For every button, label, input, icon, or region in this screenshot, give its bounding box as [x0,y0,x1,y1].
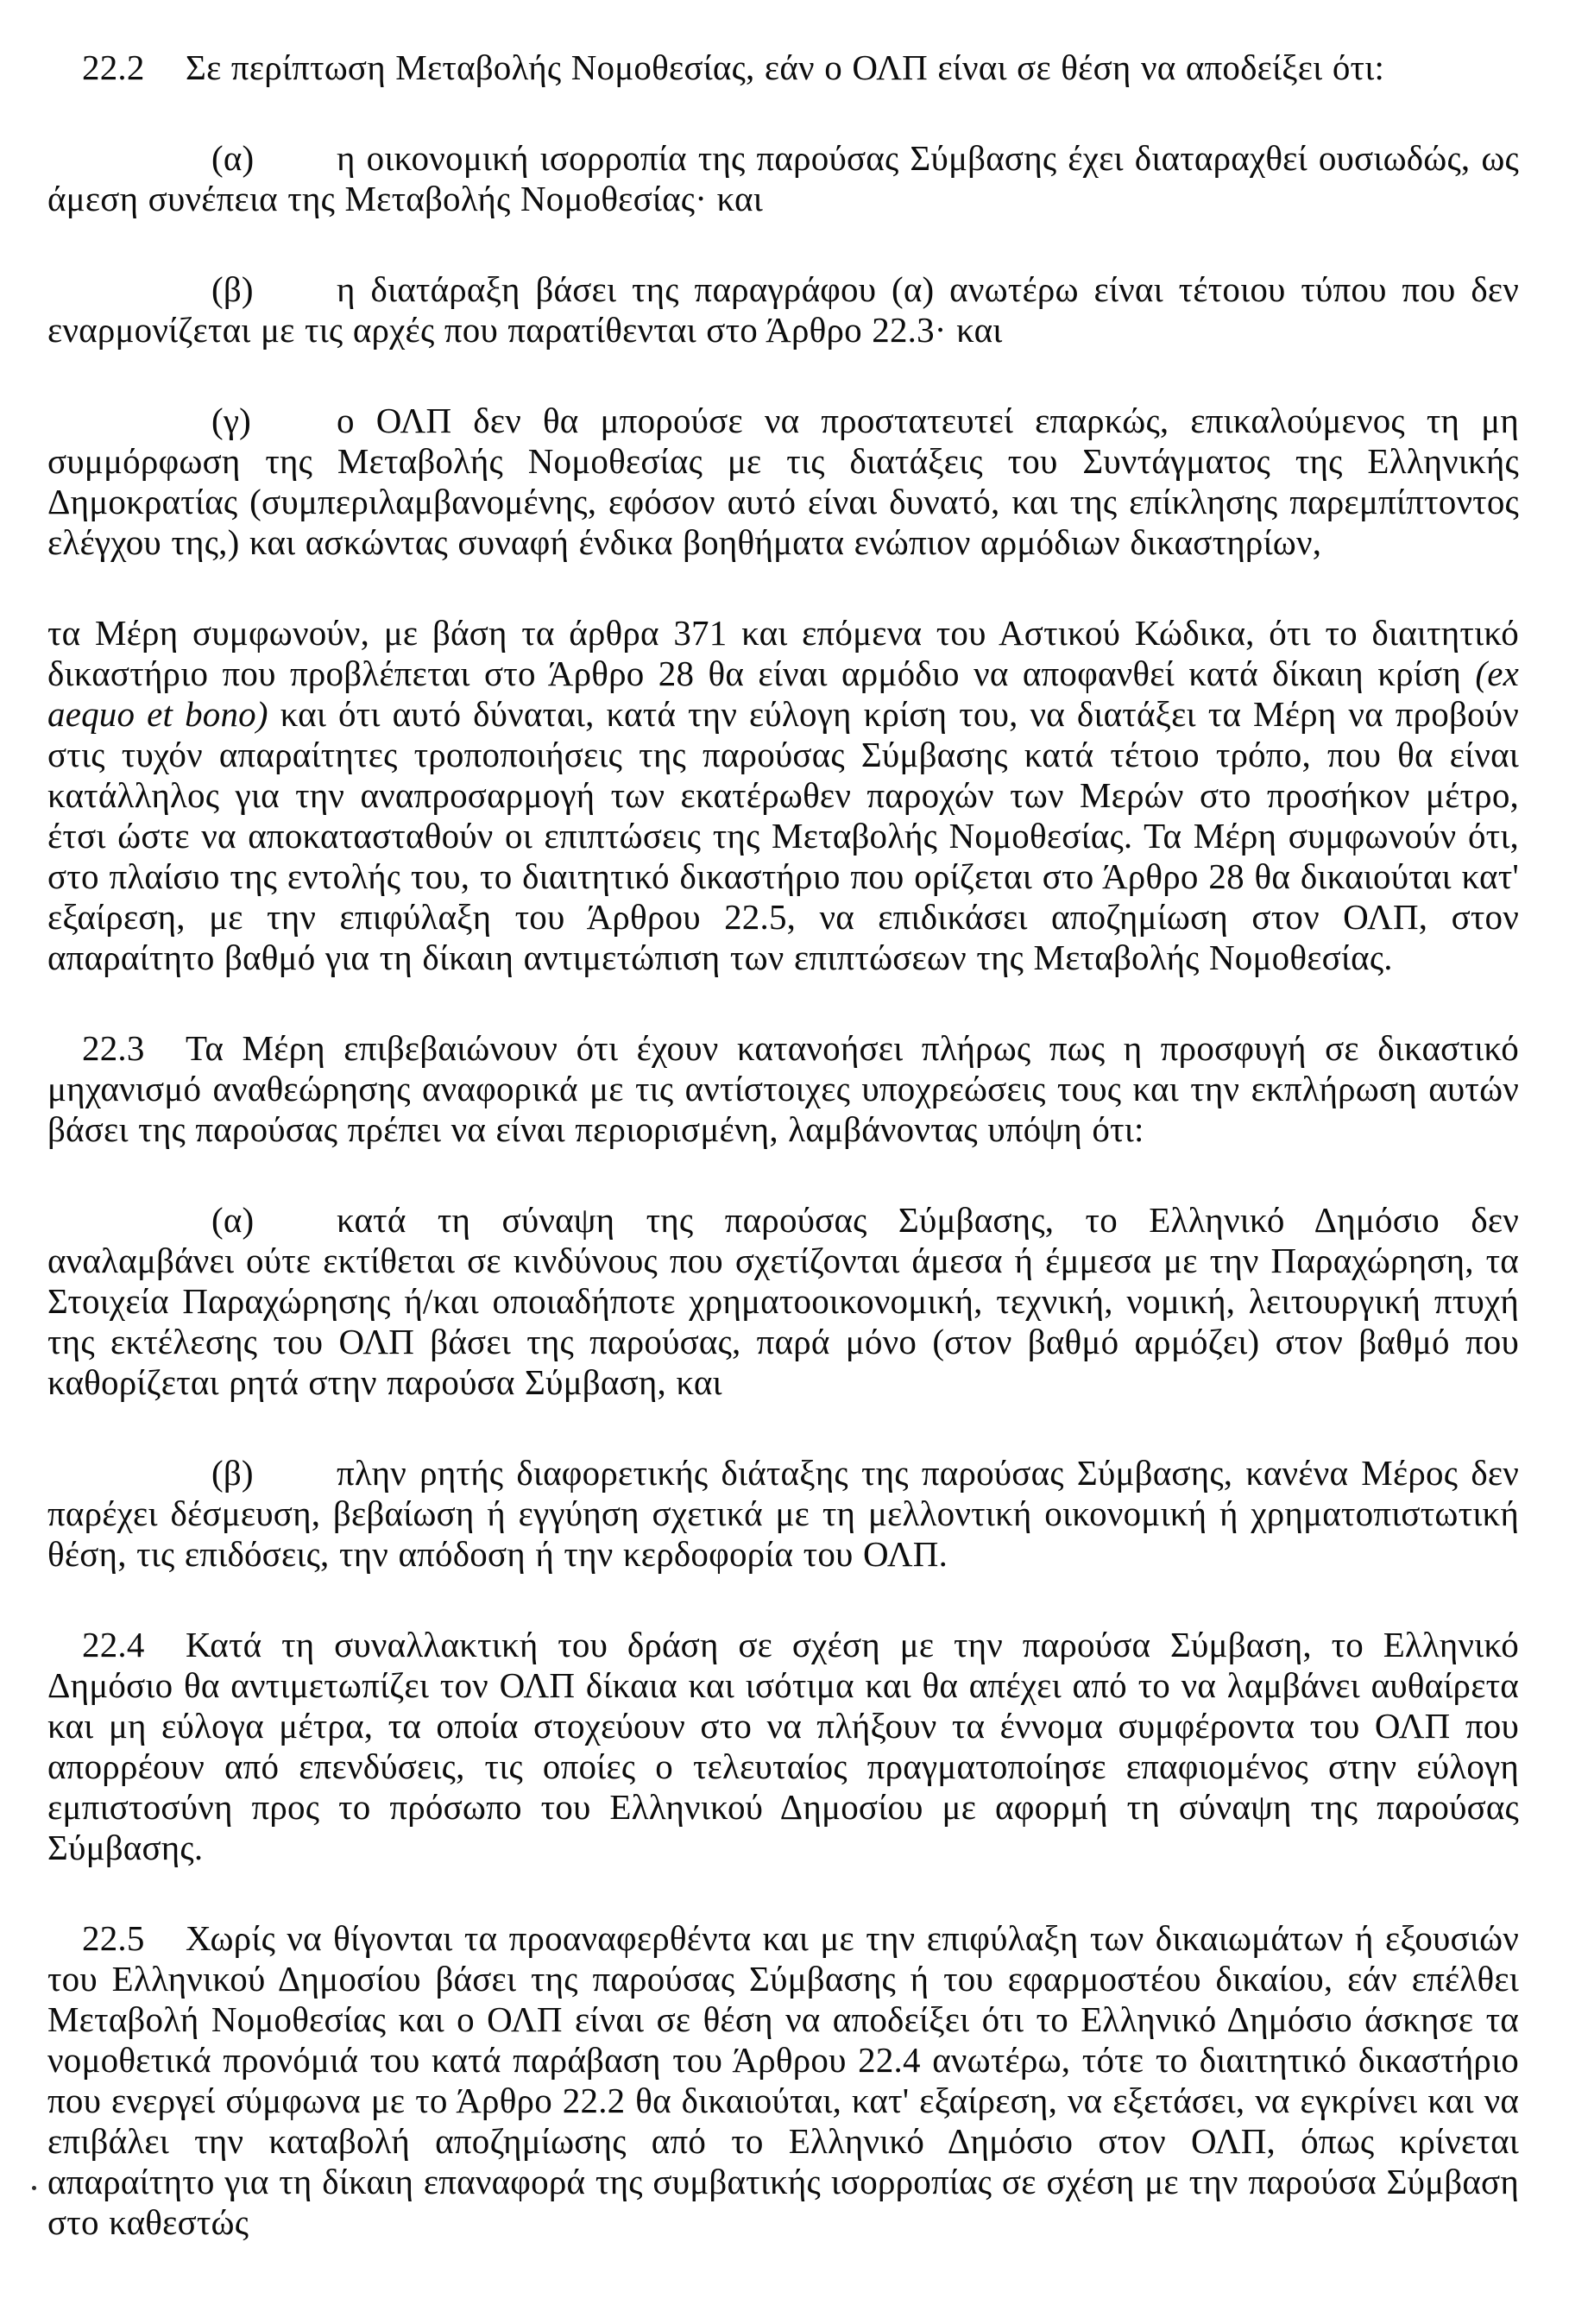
clause-text: Χωρίς να θίγονται τα προαναφερθέντα και με την επιφύλαξη των δικαιωμάτων ή εξουσιών του Ελληνικού Δημοσίου βάσει της παρούσας Σύμβασης ή του εφαρμοστέου δικαίου, εάν επέλθει Μεταβολή Νομοθεσίας και ο ΟΛΠ είναι σε θέση να αποδείξει ότι το Ελληνικό Δημόσιο άσκησε τα νομοθετικά προνόμιά του κατά παράβαση του Άρθρου 22.4 ανωτέρω, τότε το διαιτητικό δικαστήριο που ενεργεί σύμφωνα με το Άρθρο 22.2 θα δικαιούται, κατ' εξαίρεση, να εξετάσει, να εγκρίνει και να επιβάλει την καταβολή αποζημίωσης από το Ελληνικό Δημόσιο στον ΟΛΠ, όπως κρίνεται απαραίτητο για τη δίκαιη επαναφορά της συμβατικής ισορροπίας σε σχέση με την παρούσα Σύμβαση στο καθεστώς [47,1918,1519,2242]
clause-text: πλην ρητής διαφορετικής διάταξης της παρούσας Σύμβασης, κανένα Μέρος δεν παρέχει δέσμευση, βεβαίωση ή εγγύηση σχετικά με τη μελλοντική οικονομική ή χρηματοπιστωτική θέση, τις επιδόσεις, την απόδοση ή την κερδοφορία του ΟΛΠ. [47,1453,1519,1574]
paragraph-22-4 [47,1625,1519,1868]
clause-number: 22.3 [82,1028,145,1068]
paragraph-22-5 [47,1918,1519,2243]
list-label: (γ) [211,401,252,440]
clause-text: Σε περίπτωση Μεταβολής Νομοθεσίας, εάν ο ΟΛΠ είναι σε θέση να αποδείξει ότι: [186,47,1385,87]
clause-text: Τα Μέρη επιβεβαιώνουν ότι έχουν κατανοήσει πλήρως πως η προσφυγή σε δικαστικό μηχανισμό αναθεώρησης αναφορικά με τις αντίστοιχες υποχρεώσεις τους και την εκπλήρωση αυτών βάσει της παρούσας πρέπει να είναι περιορισμένη, λαμβάνοντας υπόψη ότι: [47,1028,1519,1149]
clause-text: ο ΟΛΠ δεν θα μπορούσε να προστατευτεί επαρκώς, επικαλούμενος τη μη συμμόρφωση της Μεταβολής Νομοθεσίας με τις διατάξεις του Συντάγματος της Ελληνικής Δημοκρατίας (συμπεριλαμβανομένης, εφόσον αυτό είναι δυνατό, και της επίκλησης παρεμπίπτοντος ελέγχου της,) και ασκώντας συναφή ένδικα βοηθήματα ενώπιον αρμόδιων δικαστηρίων, [47,401,1519,562]
latin-phrase: (ex aequo et bono) [47,654,1519,734]
clause-text: η οικονομική ισορροπία της παρούσας Σύμβασης έχει διαταραχθεί ουσιωδώς, ως άμεση συνέπεια της Μεταβολής Νομοθεσίας· και [47,138,1519,218]
paragraph-22-2 [47,47,1519,88]
paragraph-22-2-a [47,138,1519,219]
paragraph-22-3-b [47,1453,1519,1575]
list-label: (β) [211,1453,254,1493]
clause-text: και ότι αυτό δύναται, κατά την εύλογη κρίση του, να διατάξει τα Μέρη να προβούν στις τυχόν απαραίτητες τροποποιήσεις της παρούσας Σύμβασης κατά τέτοιο τρόπο, που θα είναι κατάλληλος για την αναπροσαρμογή των εκατέρωθεν παροχών των Μερών στο προσήκον μέτρο, έτσι ώστε να αποκατασταθούν οι επιπτώσεις της Μεταβολής Νομοθεσίας. Τα Μέρη συμφωνούν ότι, στο πλαίσιο της εντολής του, το διαιτητικό δικαστήριο που ορίζεται στο Άρθρο 28 θα δικαιούται κατ' εξαίρεση, με την επιφύλαξη του Άρθρου 22.5, να επιδικάσει αποζημίωση στον ΟΛΠ, στον απαραίτητο βαθμό για τη δίκαιη αντιμετώπιση των επιπτώσεων της Μεταβολής Νομοθεσίας. [47,694,1519,977]
paragraph-22-2-c [47,401,1519,563]
paragraph-22-3-a [47,1200,1519,1403]
scan-speck-icon [32,2186,36,2190]
clause-text: τα Μέρη συμφωνούν, με βάση τα άρθρα 371 και επόμενα του Αστικού Κώδικα, ότι το διαιτητικό δικαστήριο που προβλέπεται στο Άρθρο 28 θα είναι αρμόδιο να αποφανθεί κατά δίκαιη κρίση [47,613,1519,693]
paragraph-22-2-b [47,269,1519,350]
list-label: (α) [211,138,255,178]
clause-text: η διατάραξη βάσει της παραγράφου (α) ανωτέρω είναι τέτοιου τύπου που δεν εναρμονίζεται με τις αρχές που παρατίθενται στο Άρθρο 22.3· και [47,269,1519,350]
list-label: (α) [211,1200,255,1240]
clause-text: Κατά τη συναλλακτική του δράση σε σχέση με την παρούσα Σύμβαση, το Ελληνικό Δημόσιο θα αντιμετωπίζει τον ΟΛΠ δίκαια και ισότιμα και θα απέχει από το να λαμβάνει αυθαίρετα και μη εύλογα μέτρα, τα οποία στοχεύουν στο να πλήξουν τα έννομα συμφέροντα του ΟΛΠ που απορρέουν από επενδύσεις, τις οποίες ο τελευταίος πραγματοποίησε επαφιομένος στην εύλογη εμπιστοσύνη προς το πρόσωπο του Ελληνικού Δημοσίου με αφορμή τη σύναψη της παρούσας Σύμβασης. [47,1625,1519,1867]
paragraph-arbitration [47,613,1519,978]
clause-number: 22.2 [82,47,145,87]
list-label: (β) [211,269,254,309]
clause-number: 22.5 [82,1918,145,1958]
clause-number: 22.4 [82,1625,145,1664]
paragraph-22-3 [47,1028,1519,1150]
clause-text: κατά τη σύναψη της παρούσας Σύμβασης, το Ελληνικό Δημόσιο δεν αναλαμβάνει ούτε εκτίθεται σε κινδύνους που σχετίζονται άμεσα ή έμμεσα με την Παραχώρηση, τα Στοιχεία Παραχώρησης ή/και οποιαδήποτε χρηματοοικονομική, τεχνική, νομική, λειτουργική πτυχή της εκτέλεσης του ΟΛΠ βάσει της παρούσας, παρά μόνο (στον βαθμό αρμόζει) στον βαθμό που καθορίζεται ρητά στην παρούσα Σύμβαση, και [47,1200,1519,1402]
